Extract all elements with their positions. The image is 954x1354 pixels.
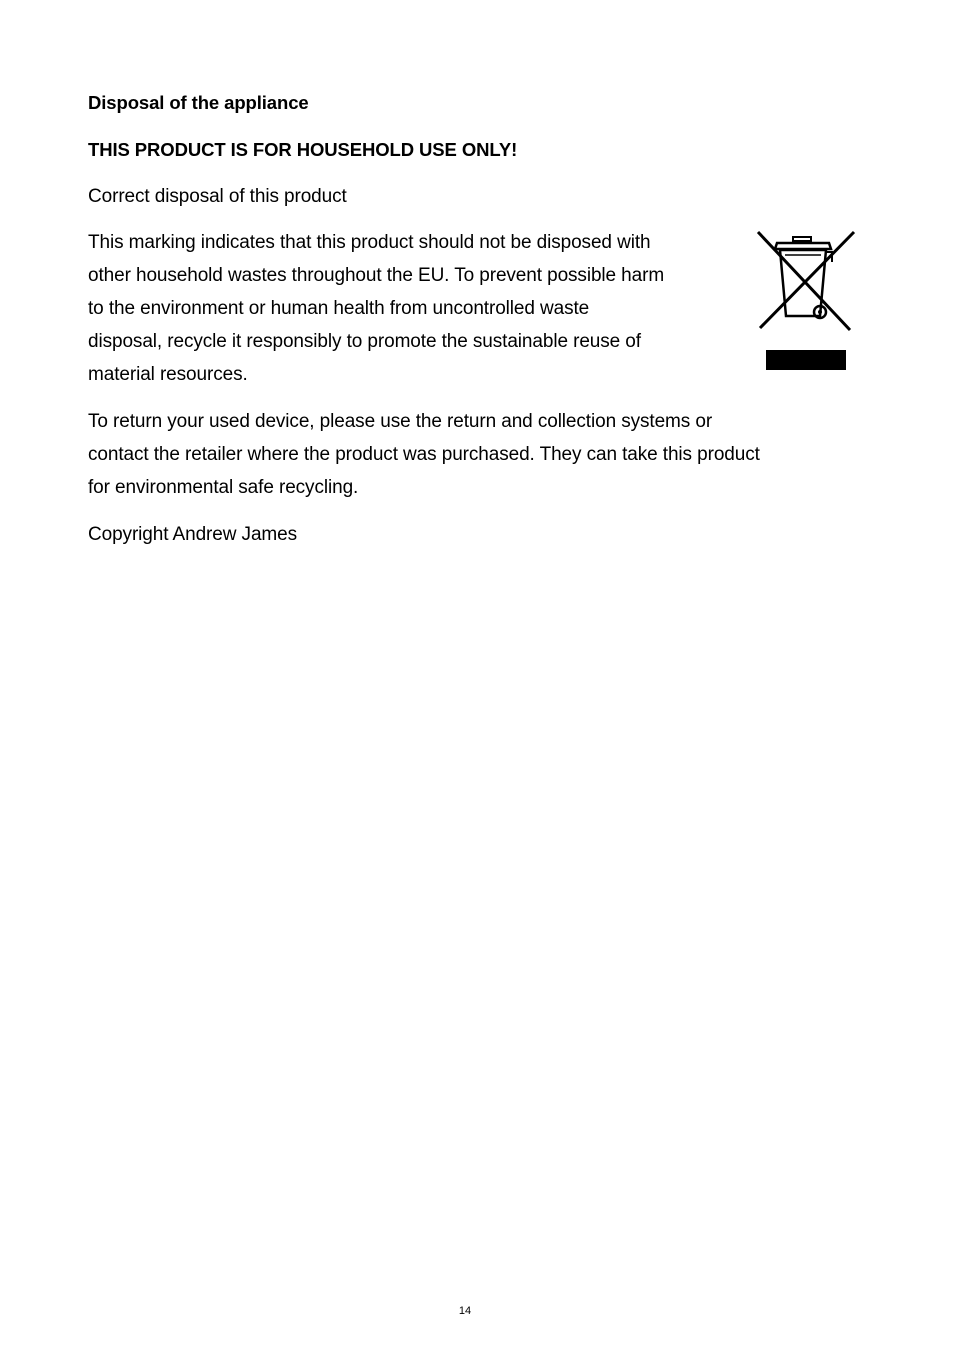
page-number: 14 [458, 1305, 472, 1317]
paragraph-line: other household wastes throughout the EU. To prevent possible harm [88, 265, 665, 286]
crossed-out-wheelie-bin-icon [752, 222, 868, 384]
section-heading: Disposal of the appliance [88, 92, 309, 113]
paragraph-line: to the environment or human health from uncontrolled waste [88, 298, 590, 319]
return-instructions-paragraph [88, 405, 858, 504]
paragraph-line: To return your used device, please use the return and collection systems or [88, 411, 713, 432]
copyright-notice: Copyright Andrew James [88, 524, 298, 545]
weee-marking-paragraph [88, 226, 748, 391]
paragraph-line: material resources. [88, 364, 248, 385]
paragraph-line: disposal, recycle it responsibly to promote the sustainable reuse of [88, 331, 641, 352]
paragraph-line: for environmental safe recycling. [88, 477, 359, 498]
household-use-warning: THIS PRODUCT IS FOR HOUSEHOLD USE ONLY! [88, 139, 518, 160]
disposal-subheading: Correct disposal of this product [88, 186, 347, 207]
paragraph-line: contact the retailer where the product was purchased. They can take this product [88, 444, 760, 465]
paragraph-line: This marking indicates that this product should not be disposed with [88, 232, 651, 253]
